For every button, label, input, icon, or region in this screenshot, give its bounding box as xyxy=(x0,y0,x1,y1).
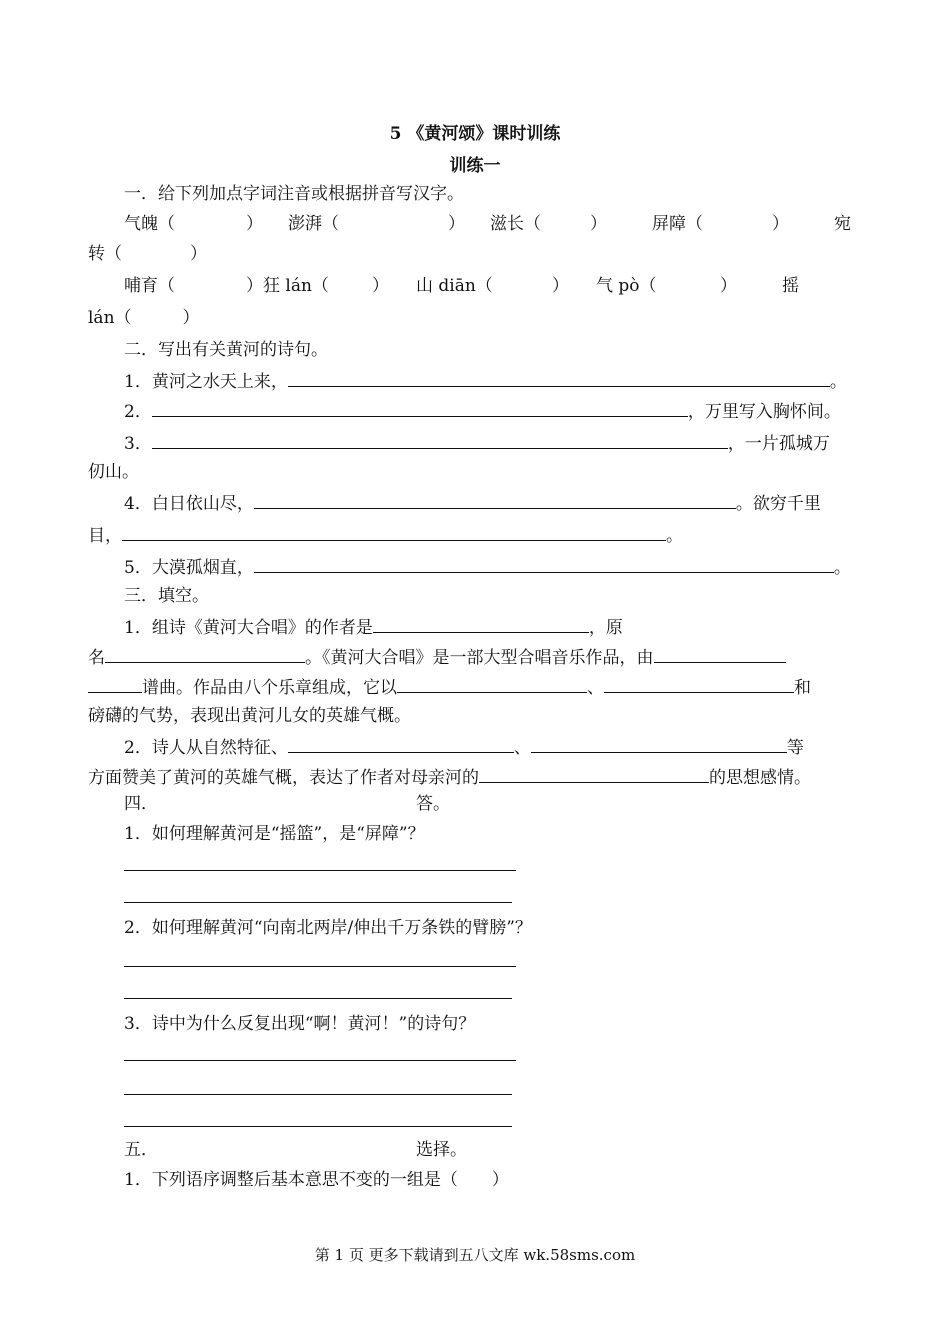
pinyin-bracket: ） xyxy=(246,214,263,234)
pinyin-bracket: ） xyxy=(772,214,789,234)
answer-line[interactable] xyxy=(124,902,512,903)
page-footer: 第 1 页 更多下载请到五八文库 wk.58sms.com xyxy=(314,1246,636,1264)
fill-text: 名 xyxy=(88,648,105,668)
pinyin-item: 气 pò（ xyxy=(596,276,657,296)
fill-text: ，原 xyxy=(588,618,623,638)
section3-heading: 三．填空。 xyxy=(124,586,209,606)
poem-question-2 xyxy=(124,396,904,426)
answer-blank[interactable] xyxy=(122,520,666,541)
answer-blank[interactable] xyxy=(397,672,587,693)
fill-question-1-line3 xyxy=(88,672,868,702)
poem-question-4 xyxy=(124,488,904,518)
section2-heading: 二．写出有关黄河的诗句。 xyxy=(124,340,328,360)
short-answer-question-3: 3．诗中为什么反复出现“啊！黄河！”的诗句？ xyxy=(124,1014,476,1034)
fill-text: 、 xyxy=(587,678,604,698)
section1-heading: 一．给下列加点字词注音或根据拼音写汉字。 xyxy=(124,184,464,204)
section5-heading-number: 五． xyxy=(124,1140,158,1160)
answer-blank[interactable] xyxy=(604,672,794,693)
poem-question-text: 2． xyxy=(124,402,152,422)
answer-blank[interactable] xyxy=(288,366,830,387)
pinyin-item: 山 diān（ xyxy=(416,276,493,296)
poem-question-end: ，一片孤城万 xyxy=(727,434,830,454)
answer-blank[interactable] xyxy=(254,552,834,573)
section4-heading-number: 四． xyxy=(124,794,158,814)
section1-row2-wrap: lán（ ） xyxy=(88,308,200,328)
answer-line[interactable] xyxy=(124,998,512,999)
fill-question-1 xyxy=(124,612,904,642)
poem-question-5 xyxy=(124,552,904,582)
answer-blank[interactable] xyxy=(254,488,736,509)
pinyin-bracket: ） xyxy=(590,214,607,234)
pinyin-item: 摇 xyxy=(782,276,799,296)
poem-question-end: 。 xyxy=(833,558,851,578)
poem-question-end: 。欲穷千里 xyxy=(735,494,821,514)
answer-blank[interactable] xyxy=(479,762,709,783)
pinyin-item: 澎湃（ xyxy=(288,214,339,234)
pinyin-bracket: ） xyxy=(552,276,569,296)
document-subtitle: 训练一 xyxy=(449,156,501,176)
answer-blank[interactable] xyxy=(152,396,688,417)
answer-line[interactable] xyxy=(124,1126,512,1127)
poem-question-text: 3． xyxy=(124,434,152,454)
fill-text: 等 xyxy=(786,738,804,758)
section4-heading-label: 答。 xyxy=(416,794,450,814)
short-answer-question-1: 1．如何理解黄河是“摇篮”，是“屏障”？ xyxy=(124,824,425,844)
poem-question-end: 。 xyxy=(829,372,847,392)
poem-question-end: 。 xyxy=(666,526,683,546)
section5-heading-label: 选择。 xyxy=(416,1140,467,1160)
answer-blank[interactable] xyxy=(373,612,589,633)
poem-question-text: 1．黄河之水天上来， xyxy=(124,372,288,392)
poem-question-end: ，万里写入胸怀间。 xyxy=(687,402,841,422)
answer-blank[interactable] xyxy=(105,642,305,663)
fill-question-1-line4: 磅礴的气势，表现出黄河儿女的英雄气概。 xyxy=(88,706,411,726)
section1-row1-wrap: 转（ ） xyxy=(88,244,207,264)
document-title: 5 《黄河颂》课时训练 xyxy=(389,124,561,144)
poem-question-3 xyxy=(124,428,904,458)
poem-question-1 xyxy=(124,366,904,396)
fill-text: 、 xyxy=(513,738,531,758)
pinyin-item: 屏障（ xyxy=(652,214,703,234)
fill-text: 1．组诗《黄河大合唱》的作者是 xyxy=(124,618,373,638)
pinyin-item: ）狂 lán（ xyxy=(246,276,329,296)
pinyin-item: 哺育（ xyxy=(124,276,175,296)
answer-blank[interactable] xyxy=(654,642,786,663)
fill-text: 。《黄河大合唱》是一部大型合唱音乐作品，由 xyxy=(305,648,654,668)
answer-blank[interactable] xyxy=(152,428,728,449)
pinyin-item: 滋长（ xyxy=(490,214,541,234)
pinyin-item: 宛 xyxy=(834,214,851,234)
pinyin-bracket: ） xyxy=(448,214,465,234)
answer-blank[interactable] xyxy=(288,732,514,753)
poem-question-text: 5．大漠孤烟直， xyxy=(124,558,254,578)
fill-text: 和 xyxy=(794,678,811,698)
pinyin-bracket: ） xyxy=(720,276,737,296)
poem-question-text: 4．白日依山尽， xyxy=(124,494,254,514)
answer-blank[interactable] xyxy=(531,732,787,753)
fill-text: 的思想感情。 xyxy=(709,768,811,788)
fill-question-2 xyxy=(124,732,904,762)
pinyin-bracket: ） xyxy=(372,276,389,296)
answer-line[interactable] xyxy=(124,1060,516,1061)
poem-question-4-wrap xyxy=(88,520,868,550)
poem-question-3-wrap: 仞山。 xyxy=(88,462,139,482)
choice-question-1: 1．下列语序调整后基本意思不变的一组是（ ） xyxy=(124,1170,509,1190)
short-answer-question-2: 2．如何理解黄河“向南北两岸/伸出千万条铁的臂膀”？ xyxy=(124,918,532,938)
answer-line[interactable] xyxy=(124,870,516,871)
fill-text: 方面赞美了黄河的英雄气概，表达了作者对母亲河的 xyxy=(88,768,479,788)
answer-blank[interactable] xyxy=(88,672,142,693)
pinyin-item: 气魄（ xyxy=(124,214,175,234)
answer-line[interactable] xyxy=(124,966,516,967)
fill-text: 2．诗人从自然特征、 xyxy=(124,738,288,758)
fill-question-1-line2 xyxy=(88,642,868,672)
poem-question-text: 目， xyxy=(88,526,122,546)
answer-line[interactable] xyxy=(124,1094,512,1095)
fill-question-2-line2 xyxy=(88,762,868,792)
fill-text: 谱曲。作品由八个乐章组成，它以 xyxy=(142,678,397,698)
